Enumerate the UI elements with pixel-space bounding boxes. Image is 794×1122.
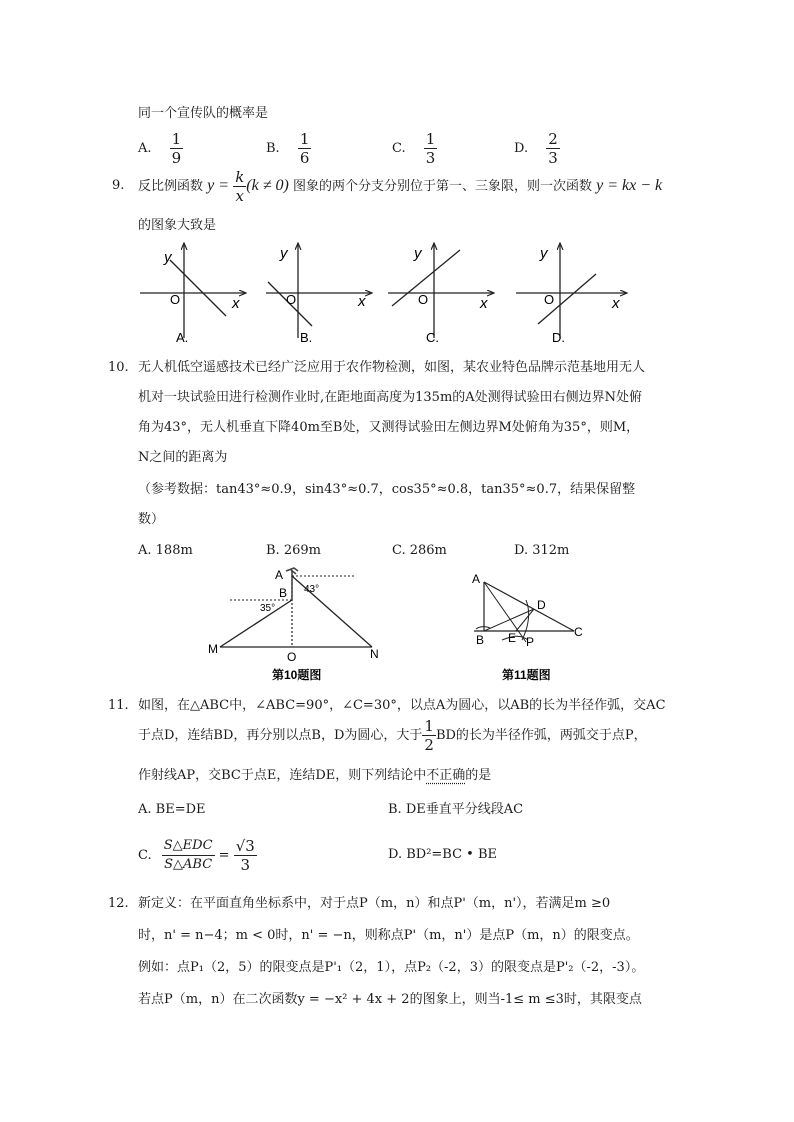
- label-p: P: [526, 635, 535, 649]
- graph-a[interactable]: [140, 244, 245, 345]
- graph-label: B.: [300, 330, 313, 345]
- q8-text: 同一个宣传队的概率是: [138, 106, 269, 121]
- q8-option-c[interactable]: [392, 130, 437, 167]
- fraction-numerator: 1: [171, 130, 182, 148]
- label-a: A: [275, 568, 284, 582]
- q11-line2-a: 于点D，连结BD，再分别以点B，D为圆心，大于: [138, 728, 423, 743]
- label-d: D: [537, 598, 546, 612]
- origin-label: O: [418, 292, 429, 307]
- fraction-numerator: 2: [548, 130, 558, 148]
- label-n: N: [370, 647, 379, 661]
- fraction-numerator: S△EDC: [162, 837, 215, 856]
- q10-option-b[interactable]: B. 269m: [266, 543, 321, 558]
- q11-line3: [138, 766, 491, 786]
- fraction-denominator: 9: [171, 149, 182, 167]
- q10-line: 机对一块试验田进行检测作业时,在距地面高度为135m的A处测得试验田右侧边界N处俯: [138, 390, 643, 405]
- axis-x-label: x: [612, 295, 620, 312]
- q11-line3-b: 的是: [465, 768, 492, 783]
- graph-b[interactable]: [266, 244, 371, 345]
- graph-d[interactable]: [516, 244, 626, 345]
- option-label: B.: [266, 141, 280, 156]
- q9-function-lhs: y =: [207, 177, 230, 194]
- fraction-numerator: √3: [235, 837, 255, 855]
- figure-11-caption: 第11题图: [502, 668, 551, 682]
- q10-line: 无人机低空遥感技术已经广泛应用于农作物检测，如图，某农业特色品牌示范基地用无人: [138, 360, 646, 375]
- q11-option-a[interactable]: A. BE=DE: [138, 802, 206, 817]
- figure-11: [464, 568, 594, 684]
- option-label: A.: [138, 141, 152, 156]
- q11-number: 11.: [108, 698, 129, 713]
- q8-option-d[interactable]: [514, 130, 560, 167]
- q11-line2: [138, 716, 647, 756]
- axis-x-label: x: [232, 295, 240, 312]
- q11-line2-b: BD的长为半径作弧，两弧交于点P，: [435, 728, 647, 743]
- q9-graphs: [130, 236, 640, 346]
- q10-option-a[interactable]: A. 188m: [138, 543, 193, 558]
- axis-y-label: y: [414, 245, 422, 262]
- label-b: B: [279, 586, 288, 600]
- equals-sign: =: [218, 848, 230, 863]
- graph-label: A.: [176, 330, 189, 345]
- q9-line1: [138, 166, 662, 207]
- line-bm: [220, 600, 292, 647]
- axis-x-label: x: [358, 293, 366, 310]
- q9-text-b: 图象的两个分支分别位于第一、三象限，则一次函数: [292, 179, 592, 194]
- option-label: D.: [514, 141, 529, 156]
- label-a: A: [472, 572, 481, 586]
- fraction-numerator: 1: [425, 130, 436, 148]
- fraction-denominator: 3: [548, 149, 558, 167]
- figure-10-caption: 第10题图: [272, 668, 322, 682]
- q11-option-b[interactable]: B. DE垂直平分线段AC: [388, 802, 524, 817]
- fraction-numerator: 1: [424, 717, 434, 735]
- option-label: C.: [138, 848, 152, 863]
- fraction-denominator: x: [235, 187, 244, 205]
- q10-option-c[interactable]: C. 286m: [392, 543, 447, 558]
- q10-line: 数）: [138, 512, 165, 527]
- axis-y-label: y: [280, 245, 288, 262]
- label-o: O: [287, 650, 297, 664]
- function-line: [170, 260, 226, 316]
- graph-label: C.: [426, 330, 439, 345]
- ray-ap: [484, 582, 526, 642]
- q11-option-c[interactable]: [138, 832, 257, 880]
- fraction-numerator: k: [235, 168, 245, 186]
- q11-line1: 如图，在△ABC中，∠ABC=90°，∠C=30°，以点A为圆心，以AB的长为半径作弧，交AC: [138, 698, 666, 713]
- fraction-denominator: S△ABC: [164, 857, 213, 872]
- origin-label: O: [170, 292, 181, 307]
- label-e: E: [508, 631, 517, 645]
- q10-option-d[interactable]: D. 312m: [514, 543, 570, 558]
- axis-y-label: y: [164, 249, 172, 266]
- segment-de: [516, 609, 534, 631]
- q12-line3: 例如：点P₁（2，5）的限变点是P'₁（2，1），点P₂（-2，3）的限变点是P'₂（-2，-3）。: [138, 960, 645, 975]
- axis-y-label: y: [540, 245, 548, 262]
- q12-line1: 新定义：在平面直角坐标系中，对于点P（m，n）和点P'（m，n'），若满足m ≥0: [138, 896, 611, 911]
- fraction-denominator: 3: [240, 856, 251, 874]
- label-b: B: [476, 633, 485, 647]
- q8-option-b[interactable]: [266, 130, 311, 167]
- q9-number: 9.: [112, 178, 125, 193]
- q10-number: 10.: [108, 360, 129, 375]
- q9-function-condition: (k ≠ 0): [246, 177, 289, 194]
- q9-linear-function: y = kx − k: [596, 177, 663, 194]
- graph-c[interactable]: [388, 244, 493, 345]
- q10-line: 角为43°，无人机垂直下降40m至B处，又测得试验田左侧边界M处俯角为35°，则M，: [138, 420, 640, 435]
- q10-line: N之间的距离为: [138, 450, 228, 465]
- fraction-denominator: 6: [299, 149, 310, 167]
- q8-option-a[interactable]: [138, 130, 183, 167]
- q11-emphasis: 不正确: [426, 768, 466, 783]
- q11-line3-a: 作射线AP，交BC于点E，连结DE，则下列结论中: [138, 768, 427, 783]
- figure-10: [200, 562, 400, 684]
- q12-number: 12.: [108, 896, 129, 911]
- origin-label: O: [286, 292, 297, 307]
- label-angle-43: 43°: [304, 584, 320, 595]
- q12-line4: 若点P（m，n）在二次函数y = −x² + 4x + 2的图象上，则当-1≤ m ≤3时，其限变点: [138, 992, 642, 1007]
- graph-label: D.: [552, 330, 565, 345]
- q10-line: （参考数据：tan43°≈0.9，sin43°≈0.7，cos35°≈0.8，tan35°≈0.7，结果保留整: [138, 482, 636, 497]
- q11-option-d[interactable]: D. BD²=BC • BE: [388, 847, 498, 862]
- label-m: M: [208, 642, 218, 656]
- origin-label: O: [544, 292, 555, 307]
- label-angle-35: 35°: [260, 603, 276, 614]
- fraction-denominator: 3: [425, 149, 436, 167]
- label-c: C: [574, 625, 583, 639]
- axis-x-label: x: [480, 295, 488, 312]
- q12-line2: 时，n' = n−4；m < 0时，n' = −n，则称点P'（m，n'）是点P（m，n）的限变点。: [138, 928, 639, 943]
- fraction-denominator: 2: [424, 736, 434, 754]
- side-ac: [484, 582, 574, 631]
- q9-line2: 的图象大致是: [138, 218, 217, 233]
- q9-text-a: 反比例函数: [138, 179, 204, 194]
- fraction-numerator: 1: [299, 130, 310, 148]
- arc-3: [476, 627, 490, 629]
- option-label: C.: [392, 141, 406, 156]
